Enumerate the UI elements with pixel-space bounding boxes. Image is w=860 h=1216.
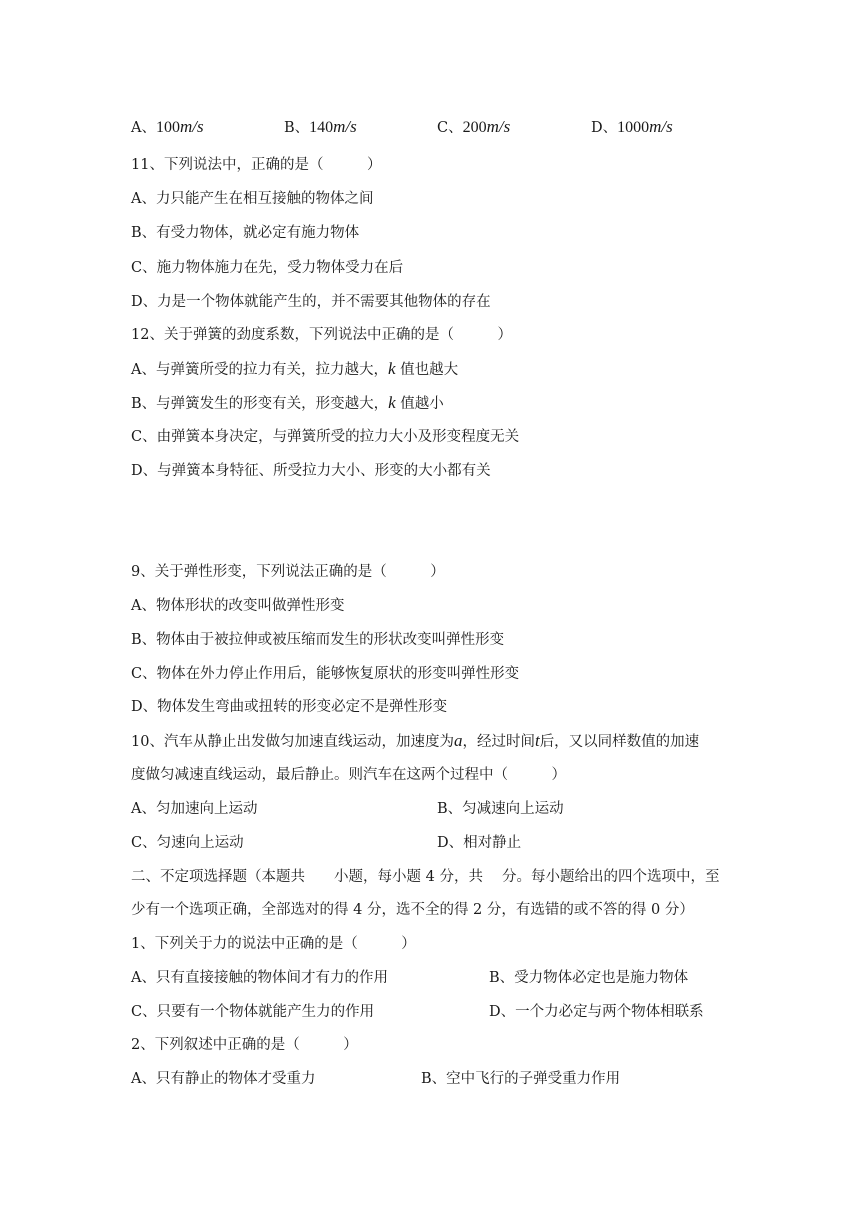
question-10-option-b: B、匀减速向上运动 <box>437 801 564 817</box>
question-11-option-d: D、力是一个物体就能产生的，并不需要其他物体的存在 <box>131 294 491 310</box>
variable-t: t <box>534 731 540 750</box>
section-2-question-1-stem: 1、下列关于力的说法中正确的是（ ） <box>131 936 416 952</box>
section-2-question-1-option-c: C、只要有一个物体就能产生力的作用 <box>131 1004 375 1020</box>
question-10-option-a: A、匀加速向上运动 <box>131 801 258 817</box>
option-letter: B、 <box>284 120 310 136</box>
question-11-stem: 11、下列说法中，正确的是（ ） <box>131 157 382 173</box>
question-11-option-a: A、力只能产生在相互接触的物体之间 <box>131 191 374 207</box>
option-unit: m/s <box>649 117 673 136</box>
section-2-heading-line-2: 少有一个选项正确，全部选对的得 4 分，选不全的得 2 分，有选错的或不答的得 0 分） <box>131 902 694 918</box>
question-10-option-c: C、匀速向上运动 <box>131 835 244 851</box>
variable-k: k <box>388 393 396 412</box>
question-9-option-b: B、物体由于被拉伸或被压缩而发生的形状改变叫弹性形变 <box>131 632 505 648</box>
question-9-option-a: A、物体形状的改变叫做弹性形变 <box>131 598 345 614</box>
option-value: 1000 <box>617 119 650 136</box>
variable-k: k <box>387 359 396 378</box>
option-value: 140 <box>309 119 334 136</box>
section-2-question-2-option-a: A、只有静止的物体才受重力 <box>131 1071 316 1087</box>
option-value: 100 <box>155 119 180 136</box>
question-12-option-c: C、由弹簧本身决定，与弹簧所受的拉力大小及形变程度无关 <box>131 429 520 445</box>
option-unit: m/s <box>486 117 511 136</box>
question-12-option-a <box>131 359 458 380</box>
stem-text: ，经过时间 <box>462 734 535 750</box>
option-text: A、与弹簧所受的拉力有关，拉力越大， <box>131 362 388 378</box>
option-d <box>591 117 673 138</box>
option-letter: A、 <box>131 120 156 136</box>
section-2-question-2-option-b: B、空中飞行的子弹受重力作用 <box>421 1071 621 1087</box>
option-text: B、与弹簧发生的形变有关，形变越大， <box>131 396 389 412</box>
option-unit: m/s <box>179 117 204 136</box>
option-letter: C、 <box>437 120 463 136</box>
section-2-question-1-option-d: D、一个力必定与两个物体相联系 <box>489 1004 704 1020</box>
section-2-question-1-option-a: A、只有直接接触的物体间才有力的作用 <box>131 970 388 986</box>
option-value: 200 <box>462 119 487 136</box>
stem-text: 10、汽车从静止出发做匀加速直线运动，加速度为 <box>131 734 454 750</box>
question-9-option-d: D、物体发生弯曲或扭转的形变必定不是弹性形变 <box>131 699 448 715</box>
section-2-question-2-stem: 2、下列叙述中正确的是（ ） <box>131 1037 358 1053</box>
option-unit: m/s <box>333 117 357 136</box>
option-letter: D、 <box>591 120 618 136</box>
question-10-stem-line-1 <box>131 731 699 752</box>
question-9-stem: 9、关于弹性形变，下列说法正确的是（ ） <box>131 564 445 580</box>
stem-text: 后，又以同样数值的加速 <box>539 734 700 750</box>
question-11-option-c: C、施力物体施力在先，受力物体受力在后 <box>131 260 404 276</box>
question-11-option-b: B、有受力物体，就必定有施力物体 <box>131 225 360 241</box>
question-10-option-d: D、相对静止 <box>437 835 522 851</box>
option-a <box>131 117 204 138</box>
option-b <box>284 117 357 138</box>
question-12-option-b <box>131 393 444 414</box>
question-10-stem-line-2: 度做匀减速直线运动，最后静止。则汽车在这两个过程中（ ） <box>131 767 566 783</box>
question-12-option-d: D、与弹簧本身特征、所受拉力大小、形变的大小都有关 <box>131 463 491 479</box>
option-text: 值也越大 <box>395 362 459 378</box>
variable-a: a <box>453 731 463 750</box>
option-c <box>437 117 510 138</box>
section-2-question-1-option-b: B、受力物体必定也是施力物体 <box>489 970 689 986</box>
section-2-heading-line-1: 二、不定项选择题（本题共 小题，每小题 4 分，共 分。每小题给出的四个选项中，至 <box>131 869 720 885</box>
question-9-option-c: C、物体在外力停止作用后，能够恢复原状的形变叫弹性形变 <box>131 666 520 682</box>
option-text: 值越小 <box>395 396 444 412</box>
question-12-stem: 12、关于弹簧的劲度系数，下列说法中正确的是（ ） <box>131 327 512 343</box>
